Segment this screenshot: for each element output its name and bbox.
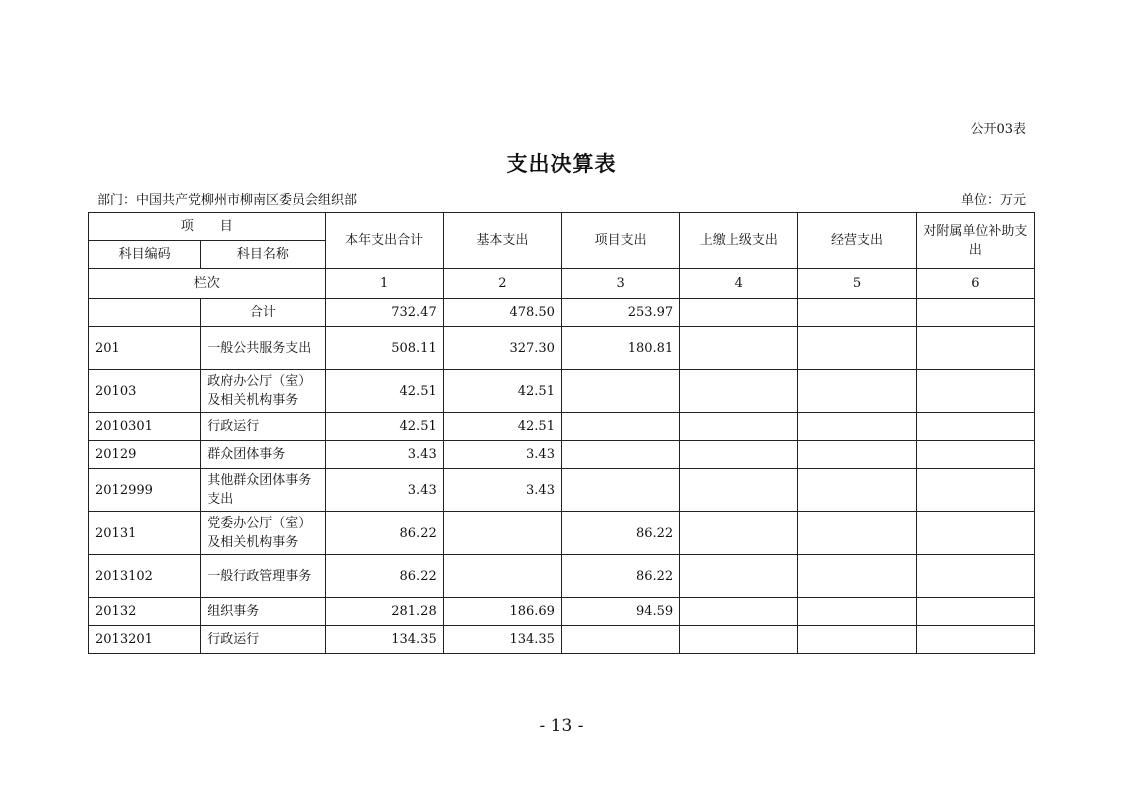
row-code: 2012999 [89,469,201,512]
page-number: - 13 - [539,716,584,736]
row-business [798,469,916,512]
row-subsidy [916,626,1034,654]
table-row [89,469,1035,512]
header-business: 经营支出 [798,213,916,269]
row-basic [443,555,561,598]
row-total: 508.11 [325,327,443,370]
row-total: 3.43 [325,441,443,469]
row-code: 20131 [89,512,201,555]
row-subsidy [916,469,1034,512]
header-name: 科目名称 [201,241,325,269]
row-project [561,626,679,654]
row-name: 其他群众团体事务支出 [201,469,325,512]
row-business [798,327,916,370]
total-row-label: 合计 [201,299,325,327]
table-row [89,555,1035,598]
row-business [798,598,916,626]
row-basic: 327.30 [443,327,561,370]
row-code: 2010301 [89,413,201,441]
row-total: 42.51 [325,413,443,441]
row-subsidy [916,370,1034,413]
row-code: 201 [89,327,201,370]
row-code: 20132 [89,598,201,626]
row-subsidy [916,327,1034,370]
row-total: 134.35 [325,626,443,654]
header-code: 科目编码 [89,241,201,269]
header-basic: 基本支出 [443,213,561,269]
header-total: 本年支出合计 [325,213,443,269]
index-cell: 2 [443,269,561,299]
header-subsidy: 对附属单位补助支出 [916,213,1034,269]
row-business [798,370,916,413]
header-row-1 [89,213,1035,241]
row-business [798,441,916,469]
row-subsidy [916,555,1034,598]
row-basic: 186.69 [443,598,561,626]
header-item: 项 目 [89,213,326,241]
row-code: 2013102 [89,555,201,598]
row-superior [680,598,798,626]
row-basic: 3.43 [443,441,561,469]
row-name: 党委办公厅（室）及相关机构事务 [201,512,325,555]
row-subsidy [916,441,1034,469]
total-row-total: 732.47 [325,299,443,327]
row-total: 86.22 [325,512,443,555]
total-row-business [798,299,916,327]
row-basic: 42.51 [443,370,561,413]
form-number: 公开03表 [970,122,1026,137]
department-label: 部门：中国共产党柳州市柳南区委员会组织部 [97,193,358,208]
row-name: 政府办公厅（室）及相关机构事务 [201,370,325,413]
row-name: 一般行政管理事务 [201,555,325,598]
row-total: 3.43 [325,469,443,512]
index-cell: 4 [680,269,798,299]
row-name: 群众团体事务 [201,441,325,469]
row-project [561,469,679,512]
row-superior [680,512,798,555]
unit-label: 单位：万元 [960,193,1026,208]
header-project: 项目支出 [561,213,679,269]
row-name: 行政运行 [201,626,325,654]
index-row [89,269,1035,299]
index-cell: 5 [798,269,916,299]
row-basic: 134.35 [443,626,561,654]
index-cell: 3 [561,269,679,299]
table-row [89,327,1035,370]
index-label: 栏次 [89,269,326,299]
row-basic: 42.51 [443,413,561,441]
row-name: 一般公共服务支出 [201,327,325,370]
row-name: 组织事务 [201,598,325,626]
index-cell: 1 [325,269,443,299]
row-project: 86.22 [561,555,679,598]
row-basic: 3.43 [443,469,561,512]
row-superior [680,327,798,370]
row-business [798,626,916,654]
row-subsidy [916,512,1034,555]
row-project: 180.81 [561,327,679,370]
row-superior [680,413,798,441]
expenditure-table [88,212,1035,654]
row-code: 20129 [89,441,201,469]
row-code: 2013201 [89,626,201,654]
row-superior [680,555,798,598]
row-business [798,555,916,598]
table-row [89,512,1035,555]
row-superior [680,626,798,654]
row-project [561,413,679,441]
total-row-basic: 478.50 [443,299,561,327]
row-subsidy [916,598,1034,626]
row-total: 42.51 [325,370,443,413]
row-name: 行政运行 [201,413,325,441]
table-row [89,598,1035,626]
index-cell: 6 [916,269,1034,299]
row-business [798,413,916,441]
total-row-superior [680,299,798,327]
table-row [89,626,1035,654]
row-superior [680,441,798,469]
total-row-project: 253.97 [561,299,679,327]
row-subsidy [916,413,1034,441]
total-row-code [89,299,201,327]
page-title: 支出决算表 [506,152,617,176]
row-total: 281.28 [325,598,443,626]
table-row [89,413,1035,441]
table-row [89,441,1035,469]
row-basic [443,512,561,555]
row-total: 86.22 [325,555,443,598]
row-code: 20103 [89,370,201,413]
row-business [798,512,916,555]
total-row [89,299,1035,327]
total-row-subsidy [916,299,1034,327]
row-project: 86.22 [561,512,679,555]
row-superior [680,370,798,413]
row-project: 94.59 [561,598,679,626]
header-superior: 上缴上级支出 [680,213,798,269]
row-project [561,370,679,413]
table-row [89,370,1035,413]
row-superior [680,469,798,512]
row-project [561,441,679,469]
